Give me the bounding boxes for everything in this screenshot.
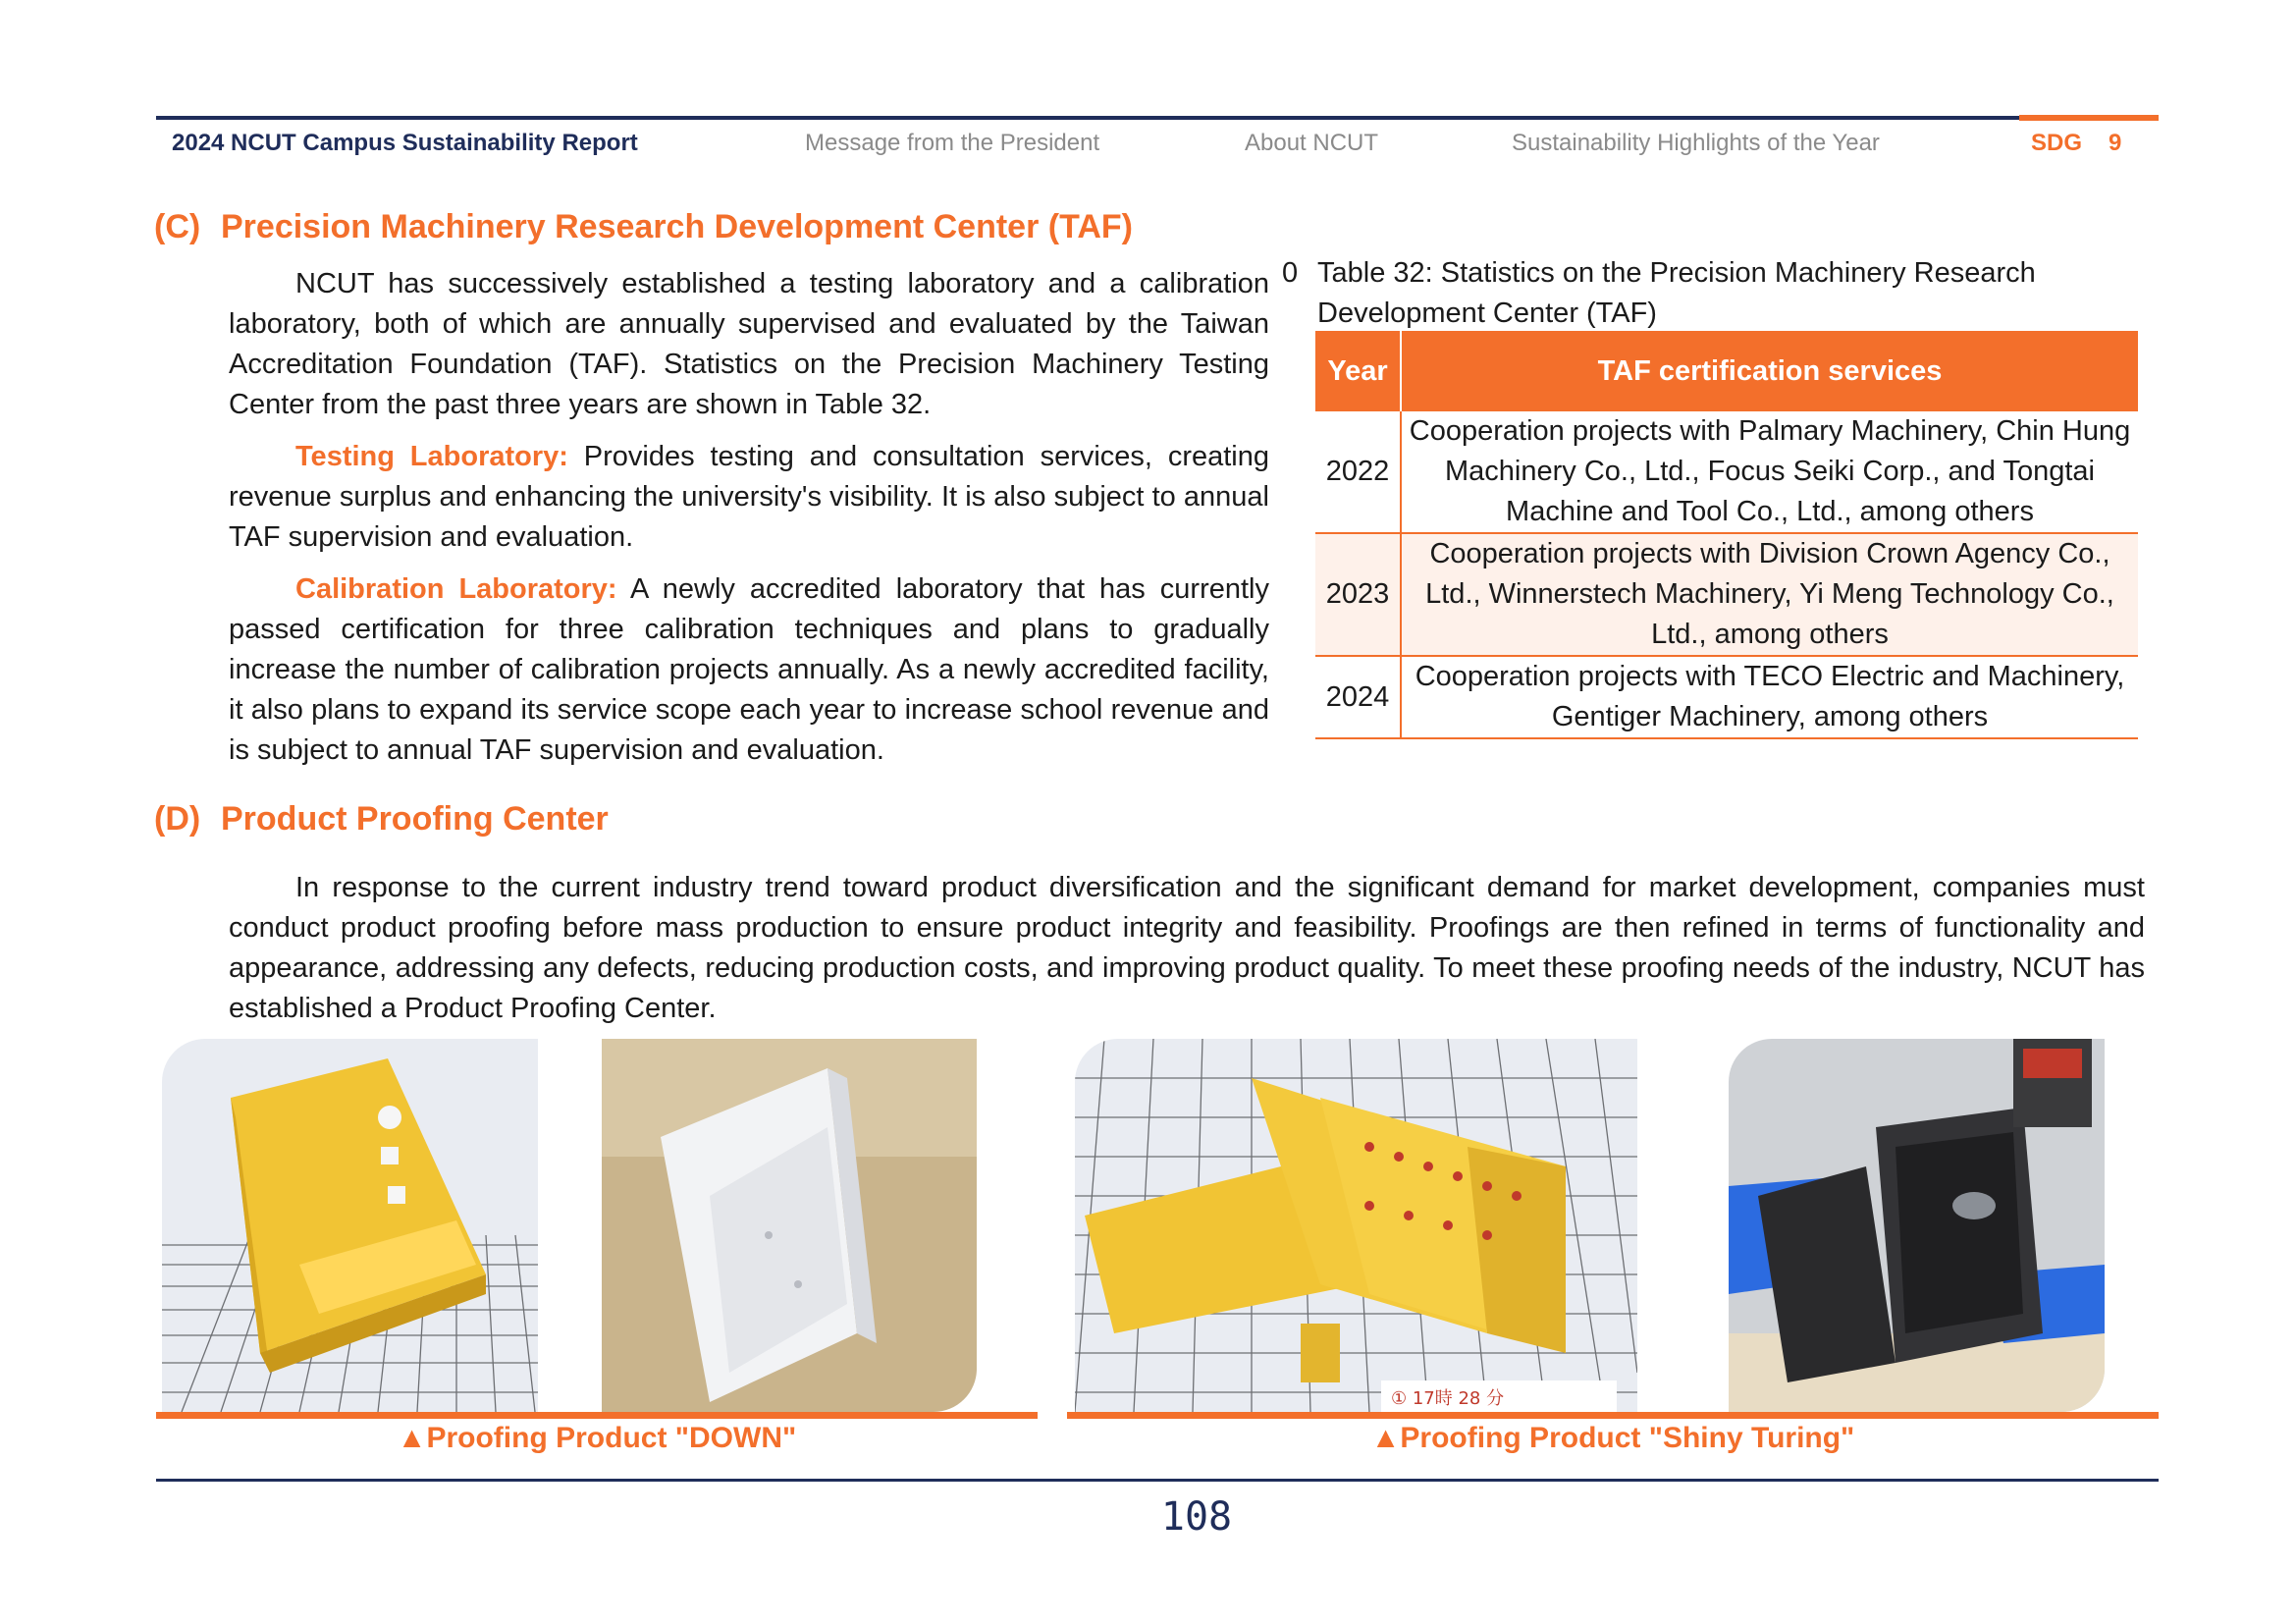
page-number: 108 [1160,1494,1233,1540]
shiny-turing-3d-model-image [1075,1039,1637,1412]
section-c-label: (C) [154,208,201,245]
screen-overlay-text: ① 17時 28 分 [1391,1388,1505,1409]
section-d-label: (D) [154,800,201,838]
testing-lab-label: Testing Laboratory: [295,441,568,472]
table-header-row [1315,331,2138,411]
nav-message-from-president[interactable]: Message from the President [805,130,1100,156]
taf-statistics-table [1315,331,2138,739]
table-row [1315,533,2138,656]
table-caption [1282,253,2146,342]
photo-down-3d-model [162,1039,538,1412]
section-d-title: Product Proofing Center [221,800,609,838]
calibration-lab-paragraph [229,569,1269,771]
caption-bar-shiny [1067,1412,2159,1419]
photo-shiny-turing-printing [1729,1039,2105,1412]
table-cell-year: 2022 [1315,411,1401,533]
calibration-lab-label: Calibration Laboratory: [295,573,617,605]
section-d-text: In response to the current industry trend toward product diversification and the significant demand for market development, companies must conduct product proofing before mass production to ensure product integrity and feasibility. Proofings are then refined in terms of functionality and appearance, addressing any defects, reducing production costs, and improving product quality. To meet these proofing needs of the industry, NCUT has established a Product Proofing Center. [229,872,2145,1024]
testing-lab-paragraph [229,437,1269,558]
table-cell-year: 2024 [1315,656,1401,738]
photo-down-printed [602,1039,977,1412]
sdg-label: SDG [2031,130,2083,156]
table-cell-services: Cooperation projects with TECO Electric and Machinery, Gentiger Machinery, among others [1401,656,2138,738]
col-header-services: TAF certification services [1401,331,2138,411]
table-row [1315,411,2138,533]
section-c-title: Precision Machinery Research Development Center (TAF) [221,208,1133,245]
sdg-number: 9 [2109,130,2122,156]
caption-proofing-shiny-turing: ▲Proofing Product "Shiny Turing" [1370,1422,1855,1454]
table-cell-services: Cooperation projects with Palmary Machinery, Chin Hung Machinery Co., Ltd., Focus Seiki Corp., and Tongtai Machine and Tool Co., Ltd., among others [1401,411,2138,533]
table-caption-text: Table 32: Statistics on the Precision Machinery Research Development Center (TAF) [1317,257,2036,329]
section-d-body [229,868,2145,1041]
header-rule [156,116,2019,120]
header-accent-bar [2019,115,2159,121]
section-c-body [229,264,1269,783]
down-3d-model-image [162,1039,538,1412]
testing-lab-text: Provides testing and consultation services, creating revenue surplus and enhancing the university's visibility. It is also subject to annual TAF supervision and evaluation. [229,441,1269,553]
table-cell-year: 2023 [1315,533,1401,656]
section-c-intro: NCUT has successively established a testing laboratory and a calibration laboratory, both of which are annually supervised and evaluated by the Taiwan Accreditation Foundation (TAF). Statistics on the Precision Machinery Testing Center from the past three years are shown in Table 32. [229,268,1269,420]
nav-sustainability-highlights[interactable]: Sustainability Highlights of the Year [1512,130,1880,156]
col-header-year: Year [1315,331,1401,411]
section-c-heading [154,208,1133,246]
photo-shiny-turing-3d-model [1075,1039,1637,1412]
table-cell-services: Cooperation projects with Division Crown Agency Co., Ltd., Winnerstech Machinery, Yi Meng Technology Co., Ltd., among others [1401,533,2138,656]
report-title: 2024 NCUT Campus Sustainability Report [172,130,638,156]
section-d-heading [154,800,609,839]
shiny-turing-printing-image [1729,1039,2105,1412]
table-caption-prefix: 0 [1282,257,1299,289]
calibration-lab-text: A newly accredited laboratory that has currently passed certification for three calibration techniques and plans to gradually increase the number of calibration projects annually. As a newly accredited facility, it also plans to expand its service scope each year to increase school revenue and is subject to annual TAF supervision and evaluation. [229,573,1269,766]
footer-rule [156,1479,2159,1482]
down-printed-image [602,1039,977,1412]
nav-about-ncut[interactable]: About NCUT [1245,130,1379,156]
table-row [1315,656,2138,738]
caption-bar-down [156,1412,1038,1419]
caption-proofing-down: ▲Proofing Product "DOWN" [397,1422,797,1454]
